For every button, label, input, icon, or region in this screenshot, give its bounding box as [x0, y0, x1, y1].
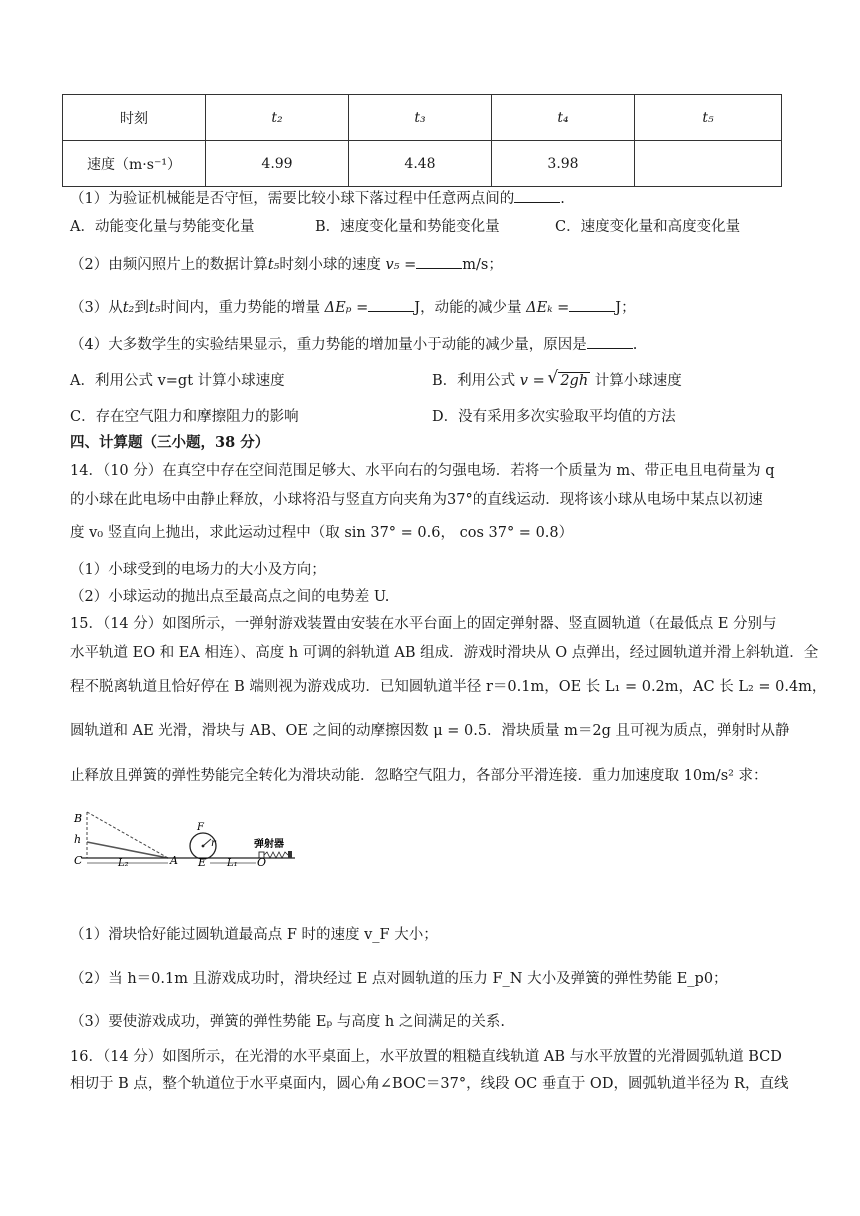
- q15-line: 15．（14 分）如图所示，一弹射游戏装置由安装在水平台面上的固定弹射器、竖直圆轨道（在最低点 E 分别与: [70, 616, 777, 632]
- q13-part4: [70, 334, 637, 355]
- label-a: A: [170, 854, 178, 867]
- symbol-t5: t₅: [267, 257, 280, 273]
- q13-option-b: B．速度变化量和势能变化量: [315, 219, 500, 235]
- table-cell: [635, 141, 782, 187]
- label-c: C: [74, 854, 83, 867]
- table-header-cell: t₄: [492, 95, 635, 141]
- q13-part2-text: （2）由频闪照片上的数据计算: [70, 257, 268, 273]
- q16-line: 16．（14 分）如图所示，在光滑的水平桌面上，水平放置的粗糙直线轨道 AB 与水平放置的光滑圆弧轨道 BCD: [70, 1049, 782, 1065]
- q15-line: 圆轨道和 AE 光滑，滑块与 AB、OE 之间的动摩擦因数 μ = 0.5．滑块质量 m＝2g 且可视为质点，弹射时从静: [70, 723, 790, 739]
- symbol-delta-ek: ΔEₖ =: [526, 300, 570, 316]
- symbol-t5: t₅: [148, 300, 161, 316]
- q13-part1-text: （1）为验证机械能是否守恒，需要比较小球下落过程中任意两点间的: [70, 191, 515, 207]
- q13-part4-end: .: [632, 337, 638, 353]
- symbol-t2: t₂: [122, 300, 135, 316]
- q13-option-a: A．动能变化量与势能变化量: [70, 219, 255, 235]
- label-e: E: [198, 856, 207, 868]
- label-launcher: 弹射器: [254, 839, 284, 850]
- dashed-diagonal-line: [87, 812, 168, 858]
- answer-blank[interactable]: [416, 254, 462, 269]
- answer-blank[interactable]: [587, 334, 633, 349]
- q13-p4-option-c: C．存在空气阻力和摩擦阻力的影响: [70, 409, 299, 425]
- q14-line: 的小球在此电场中由静止释放，小球将沿与竖直方向夹角为37°的直线运动．现将该小球从电场中某点以初速: [70, 492, 763, 508]
- q15-subquestion: （1）滑块恰好能过圆轨道最高点 F 时的速度 v_F 大小；: [70, 927, 438, 943]
- symbol-delta-ep: ΔEₚ =: [324, 300, 369, 316]
- answer-blank[interactable]: [368, 297, 414, 312]
- radius-line: [203, 839, 211, 846]
- table-header-cell: 时刻: [63, 95, 206, 141]
- symbol-v5: v₅ =: [385, 257, 417, 273]
- q15-line: 水平轨道 EO 和 EA 相连）、高度 h 可调的斜轨道 AB 组成．游戏时滑块从 O 点弹出，经过圆轨道并滑上斜轨道．全: [70, 645, 819, 661]
- spring: [264, 852, 288, 858]
- q15-line: 程不脱离轨道且恰好停在 B 端则视为游戏成功．已知圆轨道半径 r＝0.1m，OE 长 L₁ = 0.2m，AC 长 L₂ = 0.4m，: [70, 679, 827, 695]
- q13-part3-to: 到: [134, 300, 149, 316]
- q13-part3-j2: J；: [615, 300, 636, 316]
- q14-subquestion: （1）小球受到的电场力的大小及方向；: [70, 562, 326, 578]
- label-r: r: [211, 838, 216, 849]
- q16-line: 相切于 B 点，整个轨道位于水平桌面内，圆心角∠BOC＝37°，线段 OC 垂直于 OD，圆弧轨道半径为 R，直线: [70, 1076, 789, 1092]
- q13-part2-text-b: 时刻小球的速度: [279, 257, 381, 273]
- q13-part4-text: （4）大多数学生的实验结果显示，重力势能的增加量小于动能的减少量，原因是: [70, 337, 587, 353]
- q15-subquestion: （3）要使游戏成功，弹簧的弹性势能 Eₚ 与高度 h 之间满足的关系.: [70, 1014, 505, 1030]
- answer-blank[interactable]: [514, 188, 560, 203]
- q13-p4-option-b: [432, 371, 682, 391]
- answer-blank[interactable]: [569, 297, 615, 312]
- table-row: [63, 141, 782, 187]
- circle-center: [202, 845, 205, 848]
- q13-option-c: C．速度变化量和高度变化量: [555, 219, 741, 235]
- q13-p4-option-a: A．利用公式 v=gt 计算小球速度: [70, 373, 285, 389]
- table-header-cell: t₂: [206, 95, 349, 141]
- table-cell: 4.99: [206, 141, 349, 187]
- option-b-text: B．利用公式: [432, 373, 516, 389]
- table-cell: 3.98: [492, 141, 635, 187]
- q13-part1-end: .: [560, 191, 565, 207]
- incline-track: [87, 842, 168, 858]
- q13-part3: [70, 297, 636, 318]
- table-header-cell: t₃: [349, 95, 492, 141]
- q13-part3-text-b: 时间内，重力势能的增量: [160, 300, 321, 316]
- label-b: B: [74, 812, 83, 825]
- q15-line: 止释放且弹簧的弹性势能完全转化为滑块动能．忽略空气阻力，各部分平滑连接．重力加速度取 10m/s² 求：: [70, 768, 768, 784]
- q15-subquestion: （2）当 h＝0.1m 且游戏成功时，滑块经过 E 点对圆轨道的压力 F_N 大小及弹簧的弹性势能 E_p0；: [70, 971, 728, 987]
- q14-line: 度 v₀ 竖直向上抛出，求此运动过程中（取 sin 37° = 0.6， cos 37° = 0.8）: [70, 525, 574, 541]
- table-cell: 4.48: [349, 141, 492, 187]
- sqrt-expression: [549, 371, 590, 391]
- symbol-v: v =: [519, 373, 545, 389]
- label-h: h: [74, 833, 82, 846]
- label-l1: L₁: [227, 858, 238, 868]
- q13-part1: [70, 188, 565, 209]
- launcher-track-figure: [70, 808, 310, 868]
- label-o: O: [257, 856, 267, 868]
- velocity-table: [62, 94, 782, 187]
- table-row-label: 速度（m·s⁻¹）: [63, 141, 206, 187]
- launcher-base: [288, 851, 292, 858]
- label-l2: L₂: [118, 858, 129, 868]
- section-heading: 四、计算题（三小题，38 分）: [70, 434, 270, 451]
- table-header-cell: t₅: [635, 95, 782, 141]
- table-header-row: [63, 95, 782, 141]
- q13-part2-unit: m/s；: [462, 257, 503, 273]
- sqrt-radicand: 2gh: [560, 373, 589, 389]
- q14-line: 14．（10 分）在真空中存在空间范围足够大、水平向右的匀强电场．若将一个质量为 m、带正电且电荷量为 q: [70, 463, 775, 479]
- q13-part3-j1: J，动能的减少量: [414, 300, 522, 316]
- q13-p4-option-d: D．没有采用多次实验取平均值的方法: [432, 409, 676, 425]
- label-f: F: [197, 822, 204, 833]
- option-b-text-b: 计算小球速度: [594, 373, 682, 389]
- q13-part2: [70, 254, 503, 275]
- q14-subquestion: （2）小球运动的抛出点至最高点之间的电势差 U.: [70, 589, 390, 605]
- q13-part3-text: （3）从: [70, 300, 123, 316]
